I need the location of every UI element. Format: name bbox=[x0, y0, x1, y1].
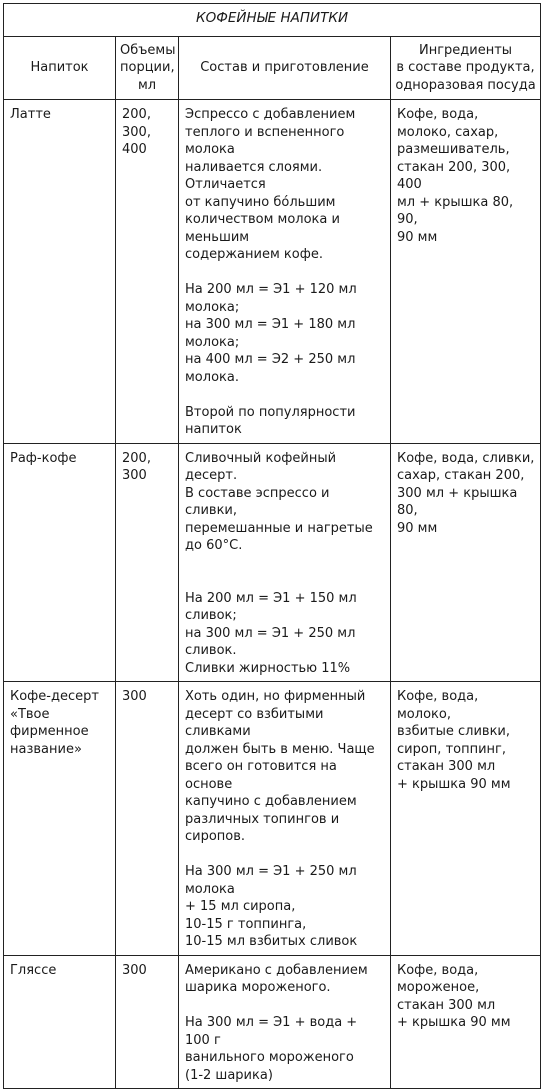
volume-cell: 300 bbox=[116, 682, 179, 956]
composition-paragraph: На 300 мл = Э1 + вода + 100 г ванильного мороженого (1-2 шарика) bbox=[185, 1015, 358, 1083]
drink-name-cell: Кофе-десерт «Твое фирменное название» bbox=[4, 682, 116, 956]
volume-cell: 200, 300 bbox=[116, 443, 179, 682]
ingredients-cell: Кофе, вода, молоко, взбитые сливки, сироп, топпинг, стакан 300 мл + крышка 90 мм bbox=[391, 682, 541, 956]
composition-paragraph: На 300 мл = Э1 + 250 мл молока + 15 мл сиропа, 10-15 г топпинга, 10-15 мл взбитых сливок bbox=[185, 864, 358, 949]
composition-paragraph: На 200 мл = Э1 + 150 мл сливок; на 300 мл = Э1 + 250 мл сливок. Сливки жирностью 11% bbox=[185, 590, 357, 676]
drink-name-cell: Гляссе bbox=[4, 955, 116, 1089]
table-row bbox=[4, 955, 541, 1089]
header-drink: Напиток bbox=[4, 37, 116, 100]
table-caption: КОФЕЙНЫЕ НАПИТКИ bbox=[4, 4, 541, 37]
table-row bbox=[4, 682, 541, 956]
header-ingredients: Ингредиенты в составе продукта, одноразовая посуда bbox=[391, 37, 541, 100]
composition-paragraph: На 200 мл = Э1 + 120 мл молока; на 300 мл = Э1 + 180 мл молока; на 400 мл = Э2 + 250 мл молока. bbox=[185, 282, 357, 385]
paragraph-gap bbox=[185, 572, 385, 590]
composition-paragraph: Сливочный кофейный десерт. В составе эспрессо и сливки, перемешанные и нагретые до 60°C. bbox=[185, 450, 373, 553]
table-header-row bbox=[4, 37, 541, 100]
ingredients-cell: Кофе, вода, сливки, сахар, стакан 200, 300 мл + крышка 80, 90 мм bbox=[391, 443, 541, 682]
paragraph-gap bbox=[185, 386, 385, 404]
ingredients-cell: Кофе, вода, мороженое, стакан 300 мл + крышка 90 мм bbox=[391, 955, 541, 1089]
composition-paragraph: Второй по популярности напиток bbox=[185, 404, 356, 437]
table-body bbox=[4, 100, 541, 1089]
drink-name-cell: Раф-кофе bbox=[4, 443, 116, 682]
paragraph-gap bbox=[185, 997, 385, 1015]
composition-paragraph: Хоть один, но фирменный десерт со взбитыми сливками должен быть в меню. Чаще всего он готовится на основе капучино с добавлением различных топингов и сиропов. bbox=[185, 689, 375, 844]
table-row bbox=[4, 100, 541, 444]
composition-cell bbox=[179, 100, 391, 444]
composition-paragraph: Эспрессо с добавлением теплого и вспененного молока наливается слоями. Отличается от капучино бо́льшим количеством молока и меньшим содержанием кофе. bbox=[185, 107, 356, 262]
header-composition: Состав и приготовление bbox=[179, 37, 391, 100]
paragraph-gap bbox=[185, 264, 385, 282]
table-row bbox=[4, 443, 541, 682]
paragraph-gap bbox=[185, 846, 385, 864]
composition-paragraph: Американо с добавлением шарика мороженого. bbox=[185, 962, 368, 995]
header-volume: Объемы порции, мл bbox=[116, 37, 179, 100]
volume-cell: 300 bbox=[116, 955, 179, 1089]
composition-cell bbox=[179, 682, 391, 956]
composition-cell bbox=[179, 955, 391, 1089]
drink-name-cell: Латте bbox=[4, 100, 116, 444]
paragraph-gap bbox=[185, 555, 385, 573]
volume-cell: 200, 300, 400 bbox=[116, 100, 179, 444]
ingredients-cell: Кофе, вода, молоко, сахар, размешиватель, стакан 200, 300, 400 мл + крышка 80, 90, 90 мм bbox=[391, 100, 541, 444]
composition-cell bbox=[179, 443, 391, 682]
coffee-drinks-table bbox=[3, 3, 541, 1089]
